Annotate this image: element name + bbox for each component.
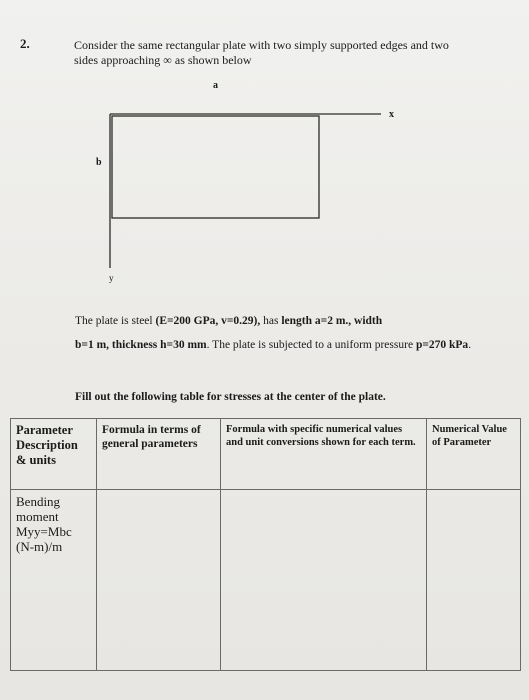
plate-thickness: thickness h=30 mm: [109, 339, 207, 351]
text-segment: has: [260, 315, 282, 327]
material-props: (E=200 GPa, v=0.29),: [155, 315, 261, 327]
header-formula-general: Formula in terms of general parameters: [97, 419, 221, 490]
text-segment: The plate is steel: [75, 315, 156, 327]
question-intro: Consider the same rectangular plate with two simply supported edges and two sides approaching ∞ as shown below: [74, 38, 449, 67]
plate-rectangle: [112, 116, 319, 218]
plate-properties-line1: [75, 314, 495, 329]
header-parameter: Parameter Description & units: [11, 419, 97, 490]
param-line: (N-m)/m: [16, 539, 63, 554]
param-line: moment: [16, 509, 59, 524]
question-number: 2.: [20, 36, 30, 51]
param-line: Bending: [16, 494, 61, 509]
table-header-row: [11, 419, 521, 490]
numerical-value-cell[interactable]: [427, 490, 521, 671]
header-formula-specific: Formula with specific numerical values and unit conversions shown for each term.: [221, 419, 427, 490]
text-segment: .: [468, 339, 472, 351]
plate-width: b=1 m,: [75, 339, 110, 351]
plate-length: length a=2 m., width: [281, 315, 383, 327]
plate-properties-line2: [75, 337, 495, 353]
header-numerical-value: Numerical Value of Parameter: [427, 419, 521, 490]
axis-label-x: x: [389, 109, 394, 120]
axis-label-y: y: [109, 273, 114, 283]
table-instruction: Fill out the following table for stresses at the center of the plate.: [75, 391, 386, 403]
bending-moment-param: [11, 490, 97, 671]
formula-general-cell[interactable]: [97, 490, 221, 671]
dimension-label-a: a: [213, 80, 218, 91]
param-line: Myy=Mbc: [16, 524, 72, 539]
uniform-pressure: p=270 kPa: [415, 339, 469, 351]
table-row: [11, 490, 521, 671]
dimension-label-b: b: [96, 157, 102, 168]
stress-table: [10, 418, 521, 671]
formula-specific-cell[interactable]: [221, 490, 427, 671]
text-segment: . The plate is subjected to a uniform pressure: [206, 339, 416, 351]
